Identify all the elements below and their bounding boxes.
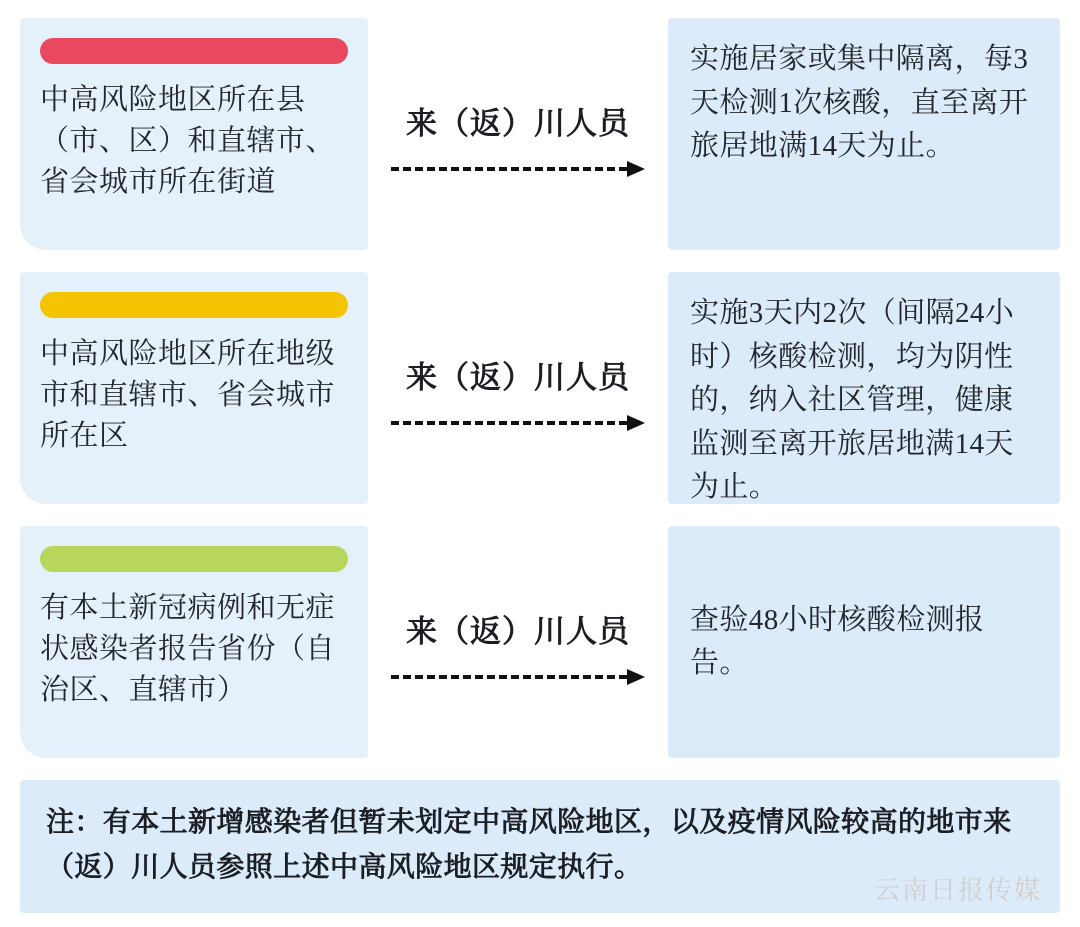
risk-level-bar-red: [40, 38, 348, 64]
arrow-head: [627, 161, 645, 177]
arrow-line: [391, 167, 627, 171]
flow-connector: [368, 272, 668, 504]
arrow-head: [627, 415, 645, 431]
measure-card: [668, 18, 1060, 250]
footnote-text: 注：有本土新增感染者但暂未划定中高风险地区，以及疫情风险较高的地市来（返）川人员参照上述中高风险地区规定执行。: [46, 807, 1012, 884]
condition-card: [20, 18, 368, 250]
arrow-head: [627, 669, 645, 685]
rule-row: [20, 18, 1060, 250]
arrow-line: [391, 421, 627, 425]
traveler-label: 来（返）川人员: [406, 613, 630, 649]
condition-text: 有本土新冠病例和无症状感染者报告省份（自治区、直辖市）: [40, 592, 336, 707]
traveler-label: 来（返）川人员: [406, 105, 630, 141]
condition-card: [20, 272, 368, 504]
condition-text: 中高风险地区所在地级市和直辖市、省会城市所在区: [40, 338, 336, 453]
measure-card: [668, 272, 1060, 504]
measure-text: 查验48小时核酸检测报告。: [690, 603, 985, 679]
measure-text: 实施3天内2次（间隔24小时）核酸检测，均为阴性的，纳入社区管理，健康监测至离开旅居地满14天为止。: [690, 297, 1015, 503]
flow-connector: [368, 18, 668, 250]
risk-level-bar-green: [40, 546, 348, 572]
measure-card: [668, 526, 1060, 758]
watermark-text: 云南日报传媒: [873, 875, 1042, 905]
rule-row: [20, 526, 1060, 758]
traveler-label: 来（返）川人员: [406, 359, 630, 395]
flow-connector: [368, 526, 668, 758]
rule-row: [20, 272, 1060, 504]
dashed-arrow-icon: [391, 161, 645, 175]
arrow-line: [391, 675, 627, 679]
risk-level-bar-yellow: [40, 292, 348, 318]
rule-rows: [20, 18, 1060, 758]
footnote-card: [20, 780, 1060, 913]
condition-card: [20, 526, 368, 758]
measure-text: 实施居家或集中隔离，每3天检测1次核酸，直至离开旅居地满14天为止。: [690, 43, 1029, 162]
dashed-arrow-icon: [391, 669, 645, 683]
condition-text: 中高风险地区所在县（市、区）和直辖市、省会城市所在街道: [40, 84, 336, 199]
dashed-arrow-icon: [391, 415, 645, 429]
